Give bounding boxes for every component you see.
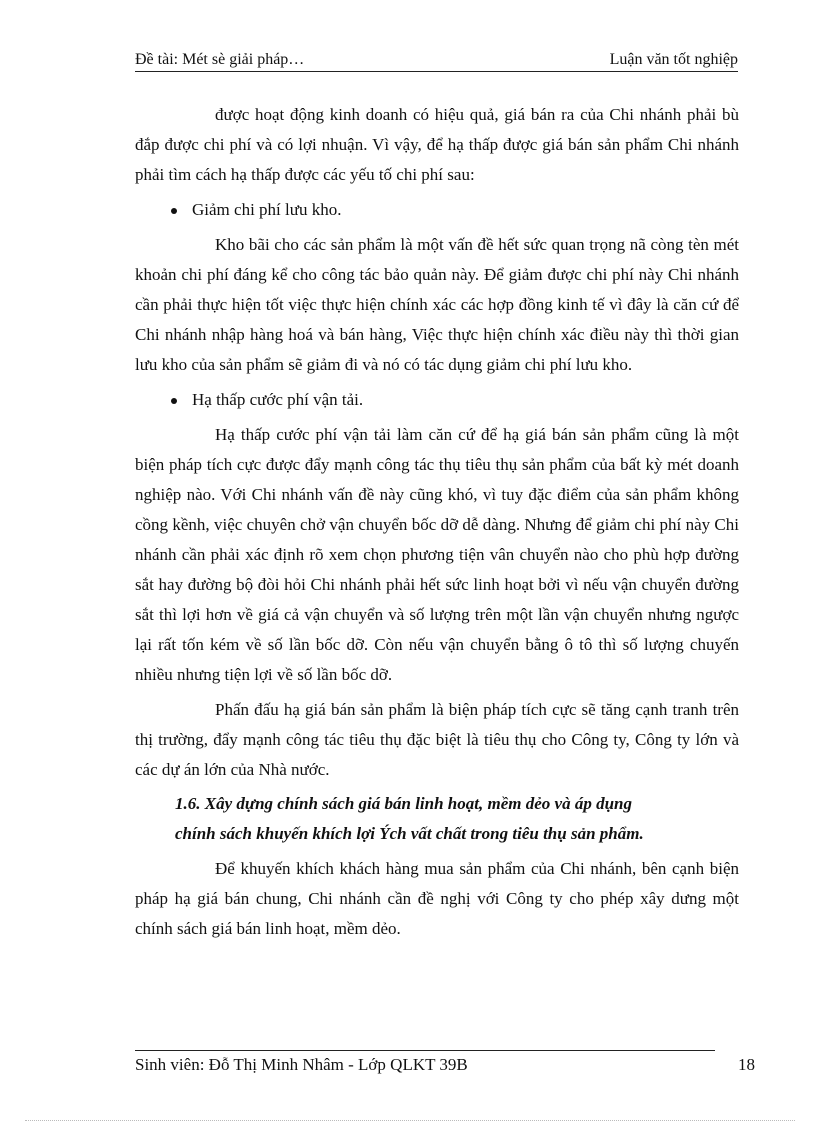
page-number: 18 [738,1055,755,1074]
page-bottom-border [25,1120,795,1121]
paragraph-price-reduction: Phấn đấu hạ giá bán sản phẩm là biện pháp tích cực sẽ tăng cạnh tranh trên thị trường, đẩy mạnh công tác tiêu thụ đặc biệt là tiêu thụ cho Công ty, Công ty lớn và các dự án lớn của Nhà nước. [135,700,739,779]
paragraph-pricing-policy: Để khuyến khích khách hàng mua sản phẩm của Chi nhánh, bên cạnh biện pháp hạ giá bán chung, Chi nhánh cần đề nghị với Công ty cho phép xây dưng một chính sách giá bán linh hoạt, mềm dẻo. [135,859,739,938]
heading-line-2: chính sách khuyến khích lợi Ých vất chất trong tiêu thụ sản phẩm. [175,824,644,843]
header-doc-type: Luận văn tốt nghiệp [609,51,738,68]
heading-line-1: 1.6. Xây dựng chính sách giá bán linh hoạt, mềm dẻo và áp dụng [175,794,632,813]
bullet-label: Hạ thấp cước phí vận tải. [192,390,364,409]
paragraph-intro: được hoạt động kinh doanh có hiệu quả, giá bán ra của Chi nhánh phải bù đắp được chi phí và có lợi nhuận. Vì vậy, để hạ thấp được giá bán sản phẩm Chi nhánh phải tìm cách hạ thấp được các yếu tố chi phí sau: [135,105,739,184]
bullet-label: Giảm chi phí lưu kho. [192,200,342,219]
paragraph-transport: Hạ thấp cước phí vận tải làm căn cứ để hạ giá bán sản phẩm cũng là một biện pháp tích cực được đẩy mạnh công tác thụ tiêu thụ sản phẩm của bất kỳ mét doanh nghiệp nào. Với Chi nhánh vấn đề này cũng khó, vì tuy đặc điểm của sản phẩm không cồng kềnh, việc chuyên chở vận chuyển bốc dỡ dễ dàng. Nhưng để giảm chi phí này Chi nhánh cần phải xác định rõ xem chọn phương tiện vân chuyển nào cho phù hợp đường sắt hay đường bộ đòi hỏi Chi nhánh phải hết sức linh hoạt bởi vì nếu vận chuyển đường sắt thì lợi hơn về giá cả vận chuyển và số lượng trên một lần vận chuyển nhưng ngược lại rất tốn kém về số lần bốc dỡ. Còn nếu vận chuyển bằng ô tô thì số lượng chuyến nhiều nhưng tiện lợi về số lần bốc dỡ. [135,425,739,684]
bullet-item-storage [135,195,739,225]
footer-divider [135,1050,715,1051]
paragraph-storage: Kho bãi cho các sản phẩm là một vấn đề hết sức quan trọng nã còng tèn mét khoản chi phí đáng kể cho công tác bảo quản này. Để giảm được chi phí này Chi nhánh cần phải thực hiện tốt việc thực hiện chính xác các hợp đồng kinh tế vì đây là căn cứ để Chi nhánh nhập hàng hoá và bán hàng, Việc thực hiện chính xác điều này thì thời gian lưu kho của sản phẩm sẽ giảm đi và nó có tác dụng giảm chi phí lưu kho. [135,235,739,374]
page-footer [135,1054,755,1076]
header-topic: Đề tài: Mét sè giải pháp… [135,51,305,68]
section-heading [175,789,739,849]
footer-student: Sinh viên: Đỗ Thị Minh Nhâm - Lớp QLKT 39B [135,1055,468,1074]
page-header [135,50,738,72]
bullet-item-transport [135,385,739,415]
document-body [135,100,739,944]
